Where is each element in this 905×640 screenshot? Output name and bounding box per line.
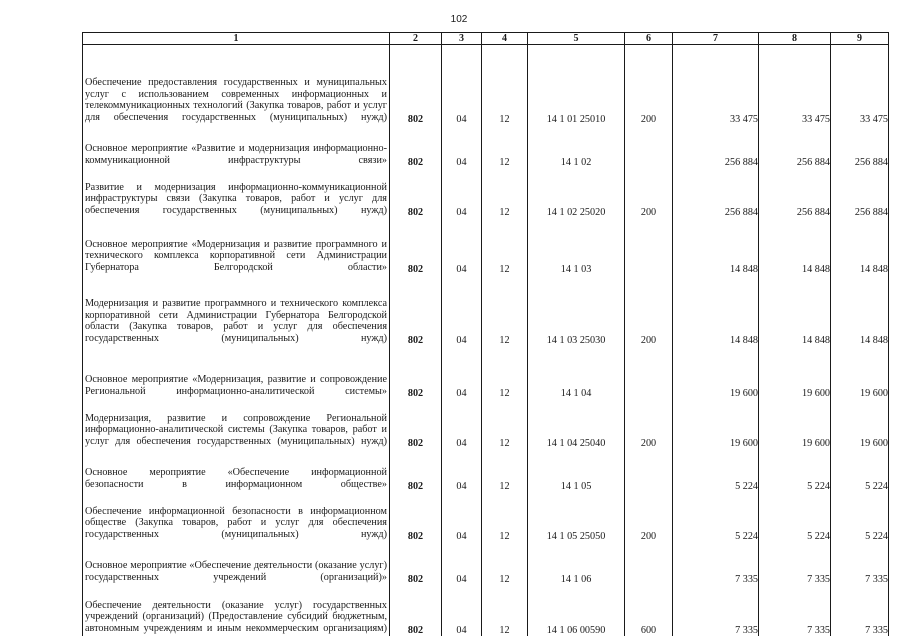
item-name-cell (83, 218, 390, 275)
amount-year-2: 256 884 (759, 125, 831, 168)
section-code: 04 (442, 585, 482, 636)
header-col-3: 3 (442, 33, 482, 45)
target-article-code: 14 1 04 (528, 346, 625, 399)
amount-year-1: 5 224 (673, 492, 759, 542)
item-name-cell (83, 125, 390, 168)
target-article-code: 14 1 06 (528, 542, 625, 585)
section-code: 04 (442, 45, 482, 125)
subsection-code: 12 (482, 585, 528, 636)
item-name: Модернизация, развитие и сопровождение Региональной информационно-аналитической системы (Закупка товаров, работ и услуг для обеспечения государственных (муниципальных) нужд) (85, 412, 387, 447)
section-code: 04 (442, 125, 482, 168)
expense-type-code: 200 (625, 275, 673, 346)
subsection-code: 12 (482, 168, 528, 218)
subsection-code: 12 (482, 45, 528, 125)
amount-year-3: 14 848 (831, 218, 889, 275)
table-row (83, 492, 889, 542)
amount-year-3: 14 848 (831, 275, 889, 346)
target-article-code: 14 1 02 (528, 125, 625, 168)
target-article-code: 14 1 04 25040 (528, 399, 625, 449)
amount-year-1: 256 884 (673, 168, 759, 218)
item-name-cell (83, 542, 390, 585)
section-code: 04 (442, 218, 482, 275)
department-code: 802 (390, 492, 442, 542)
section-code: 04 (442, 399, 482, 449)
item-name-cell (83, 399, 390, 449)
item-name: Развитие и модернизация информационно-коммуникационной инфраструктуры связи (Закупка товаров, работ и услуг для обеспечения государственных (муниципальных) нужд) (85, 181, 387, 216)
target-article-code: 14 1 01 25010 (528, 45, 625, 125)
expense-type-code: 600 (625, 585, 673, 636)
item-name: Основное мероприятие «Модернизация и развитие программного и технического комплекса корпоративной сети Администрации Губернатора Белгородской области» (85, 238, 387, 273)
item-name-cell (83, 168, 390, 218)
table-row (83, 346, 889, 399)
table-row (83, 399, 889, 449)
item-name-cell (83, 492, 390, 542)
target-article-code: 14 1 06 00590 (528, 585, 625, 636)
subsection-code: 12 (482, 275, 528, 346)
page-number: 102 (450, 14, 468, 25)
column-number-header (83, 33, 889, 45)
amount-year-3: 19 600 (831, 399, 889, 449)
header-col-8: 8 (759, 33, 831, 45)
amount-year-1: 33 475 (673, 45, 759, 125)
expense-type-code: 200 (625, 168, 673, 218)
subsection-code: 12 (482, 346, 528, 399)
item-name: Обеспечение предоставления государственных и муниципальных услуг с использованием современных информационных и телекоммуникационных технологий (Закупка товаров, работ и услуг для обеспечения государственных (муниципальных) нужд) (85, 77, 387, 123)
table-row (83, 45, 889, 125)
target-article-code: 14 1 03 25030 (528, 275, 625, 346)
amount-year-2: 14 848 (759, 218, 831, 275)
item-name-cell (83, 449, 390, 492)
expense-type-code (625, 346, 673, 399)
header-col-2: 2 (390, 33, 442, 45)
expense-type-code: 200 (625, 45, 673, 125)
budget-table (82, 32, 889, 636)
amount-year-1: 7 335 (673, 585, 759, 636)
item-name-cell (83, 275, 390, 346)
expense-type-code: 200 (625, 492, 673, 542)
item-name: Модернизация и развитие программного и технического комплекса корпоративной сети Администрации Губернатора Белгородской области (Закупка товаров, работ и услуг для обеспечения государственных (муниципальных) нужд) (85, 298, 387, 344)
subsection-code: 12 (482, 125, 528, 168)
expense-type-code (625, 542, 673, 585)
table-row (83, 168, 889, 218)
table-row (83, 542, 889, 585)
amount-year-1: 14 848 (673, 218, 759, 275)
department-code: 802 (390, 542, 442, 585)
target-article-code: 14 1 05 (528, 449, 625, 492)
header-col-5: 5 (528, 33, 625, 45)
amount-year-3: 5 224 (831, 449, 889, 492)
amount-year-1: 7 335 (673, 542, 759, 585)
subsection-code: 12 (482, 218, 528, 275)
header-col-9: 9 (831, 33, 889, 45)
header-col-1: 1 (83, 33, 390, 45)
table-row (83, 218, 889, 275)
department-code: 802 (390, 449, 442, 492)
amount-year-2: 5 224 (759, 449, 831, 492)
header-col-7: 7 (673, 33, 759, 45)
item-name: Основное мероприятие «Развитие и модернизация информационно-коммуникационной инфраструктуры связи» (85, 143, 387, 166)
table-row (83, 125, 889, 168)
table-row (83, 275, 889, 346)
department-code: 802 (390, 125, 442, 168)
item-name-cell (83, 45, 390, 125)
table-row (83, 449, 889, 492)
expense-type-code (625, 449, 673, 492)
amount-year-3: 19 600 (831, 346, 889, 399)
department-code: 802 (390, 346, 442, 399)
amount-year-2: 19 600 (759, 346, 831, 399)
expense-type-code: 200 (625, 399, 673, 449)
expense-type-code (625, 218, 673, 275)
amount-year-2: 7 335 (759, 585, 831, 636)
item-name-cell (83, 346, 390, 399)
expense-type-code (625, 125, 673, 168)
item-name: Основное мероприятие «Модернизация, развитие и сопровождение Региональной информационно-аналитической системы» (85, 374, 387, 397)
item-name-cell (83, 585, 390, 636)
section-code: 04 (442, 449, 482, 492)
amount-year-2: 14 848 (759, 275, 831, 346)
department-code: 802 (390, 585, 442, 636)
amount-year-2: 5 224 (759, 492, 831, 542)
header-col-6: 6 (625, 33, 673, 45)
amount-year-3: 7 335 (831, 542, 889, 585)
item-name: Обеспечение информационной безопасности в информационном обществе (Закупка товаров, работ и услуг для обеспечения государственных (муниципальных) нужд) (85, 505, 387, 540)
target-article-code: 14 1 05 25050 (528, 492, 625, 542)
item-name: Основное мероприятие «Обеспечение информационной безопасности в информационном обществе» (85, 467, 387, 490)
item-name: Основное мероприятие «Обеспечение деятельности (оказание услуг) государственных учреждений (организаций)» (85, 560, 387, 583)
department-code: 802 (390, 218, 442, 275)
section-code: 04 (442, 346, 482, 399)
department-code: 802 (390, 275, 442, 346)
subsection-code: 12 (482, 399, 528, 449)
section-code: 04 (442, 542, 482, 585)
item-name: Обеспечение деятельности (оказание услуг) государственных учреждений (организаций) (Предоставление субсидий бюджетным, автономным учреждениям и иным некоммерческим организациям) (85, 599, 387, 634)
subsection-code: 12 (482, 492, 528, 542)
amount-year-3: 7 335 (831, 585, 889, 636)
department-code: 802 (390, 45, 442, 125)
section-code: 04 (442, 168, 482, 218)
amount-year-2: 33 475 (759, 45, 831, 125)
amount-year-1: 5 224 (673, 449, 759, 492)
amount-year-2: 7 335 (759, 542, 831, 585)
amount-year-3: 33 475 (831, 45, 889, 125)
amount-year-1: 14 848 (673, 275, 759, 346)
amount-year-2: 19 600 (759, 399, 831, 449)
department-code: 802 (390, 168, 442, 218)
section-code: 04 (442, 492, 482, 542)
section-code: 04 (442, 275, 482, 346)
amount-year-3: 5 224 (831, 492, 889, 542)
amount-year-3: 256 884 (831, 125, 889, 168)
table-row (83, 585, 889, 636)
subsection-code: 12 (482, 449, 528, 492)
amount-year-1: 19 600 (673, 399, 759, 449)
amount-year-1: 19 600 (673, 346, 759, 399)
department-code: 802 (390, 399, 442, 449)
header-col-4: 4 (482, 33, 528, 45)
target-article-code: 14 1 02 25020 (528, 168, 625, 218)
subsection-code: 12 (482, 542, 528, 585)
amount-year-2: 256 884 (759, 168, 831, 218)
amount-year-1: 256 884 (673, 125, 759, 168)
target-article-code: 14 1 03 (528, 218, 625, 275)
amount-year-3: 256 884 (831, 168, 889, 218)
